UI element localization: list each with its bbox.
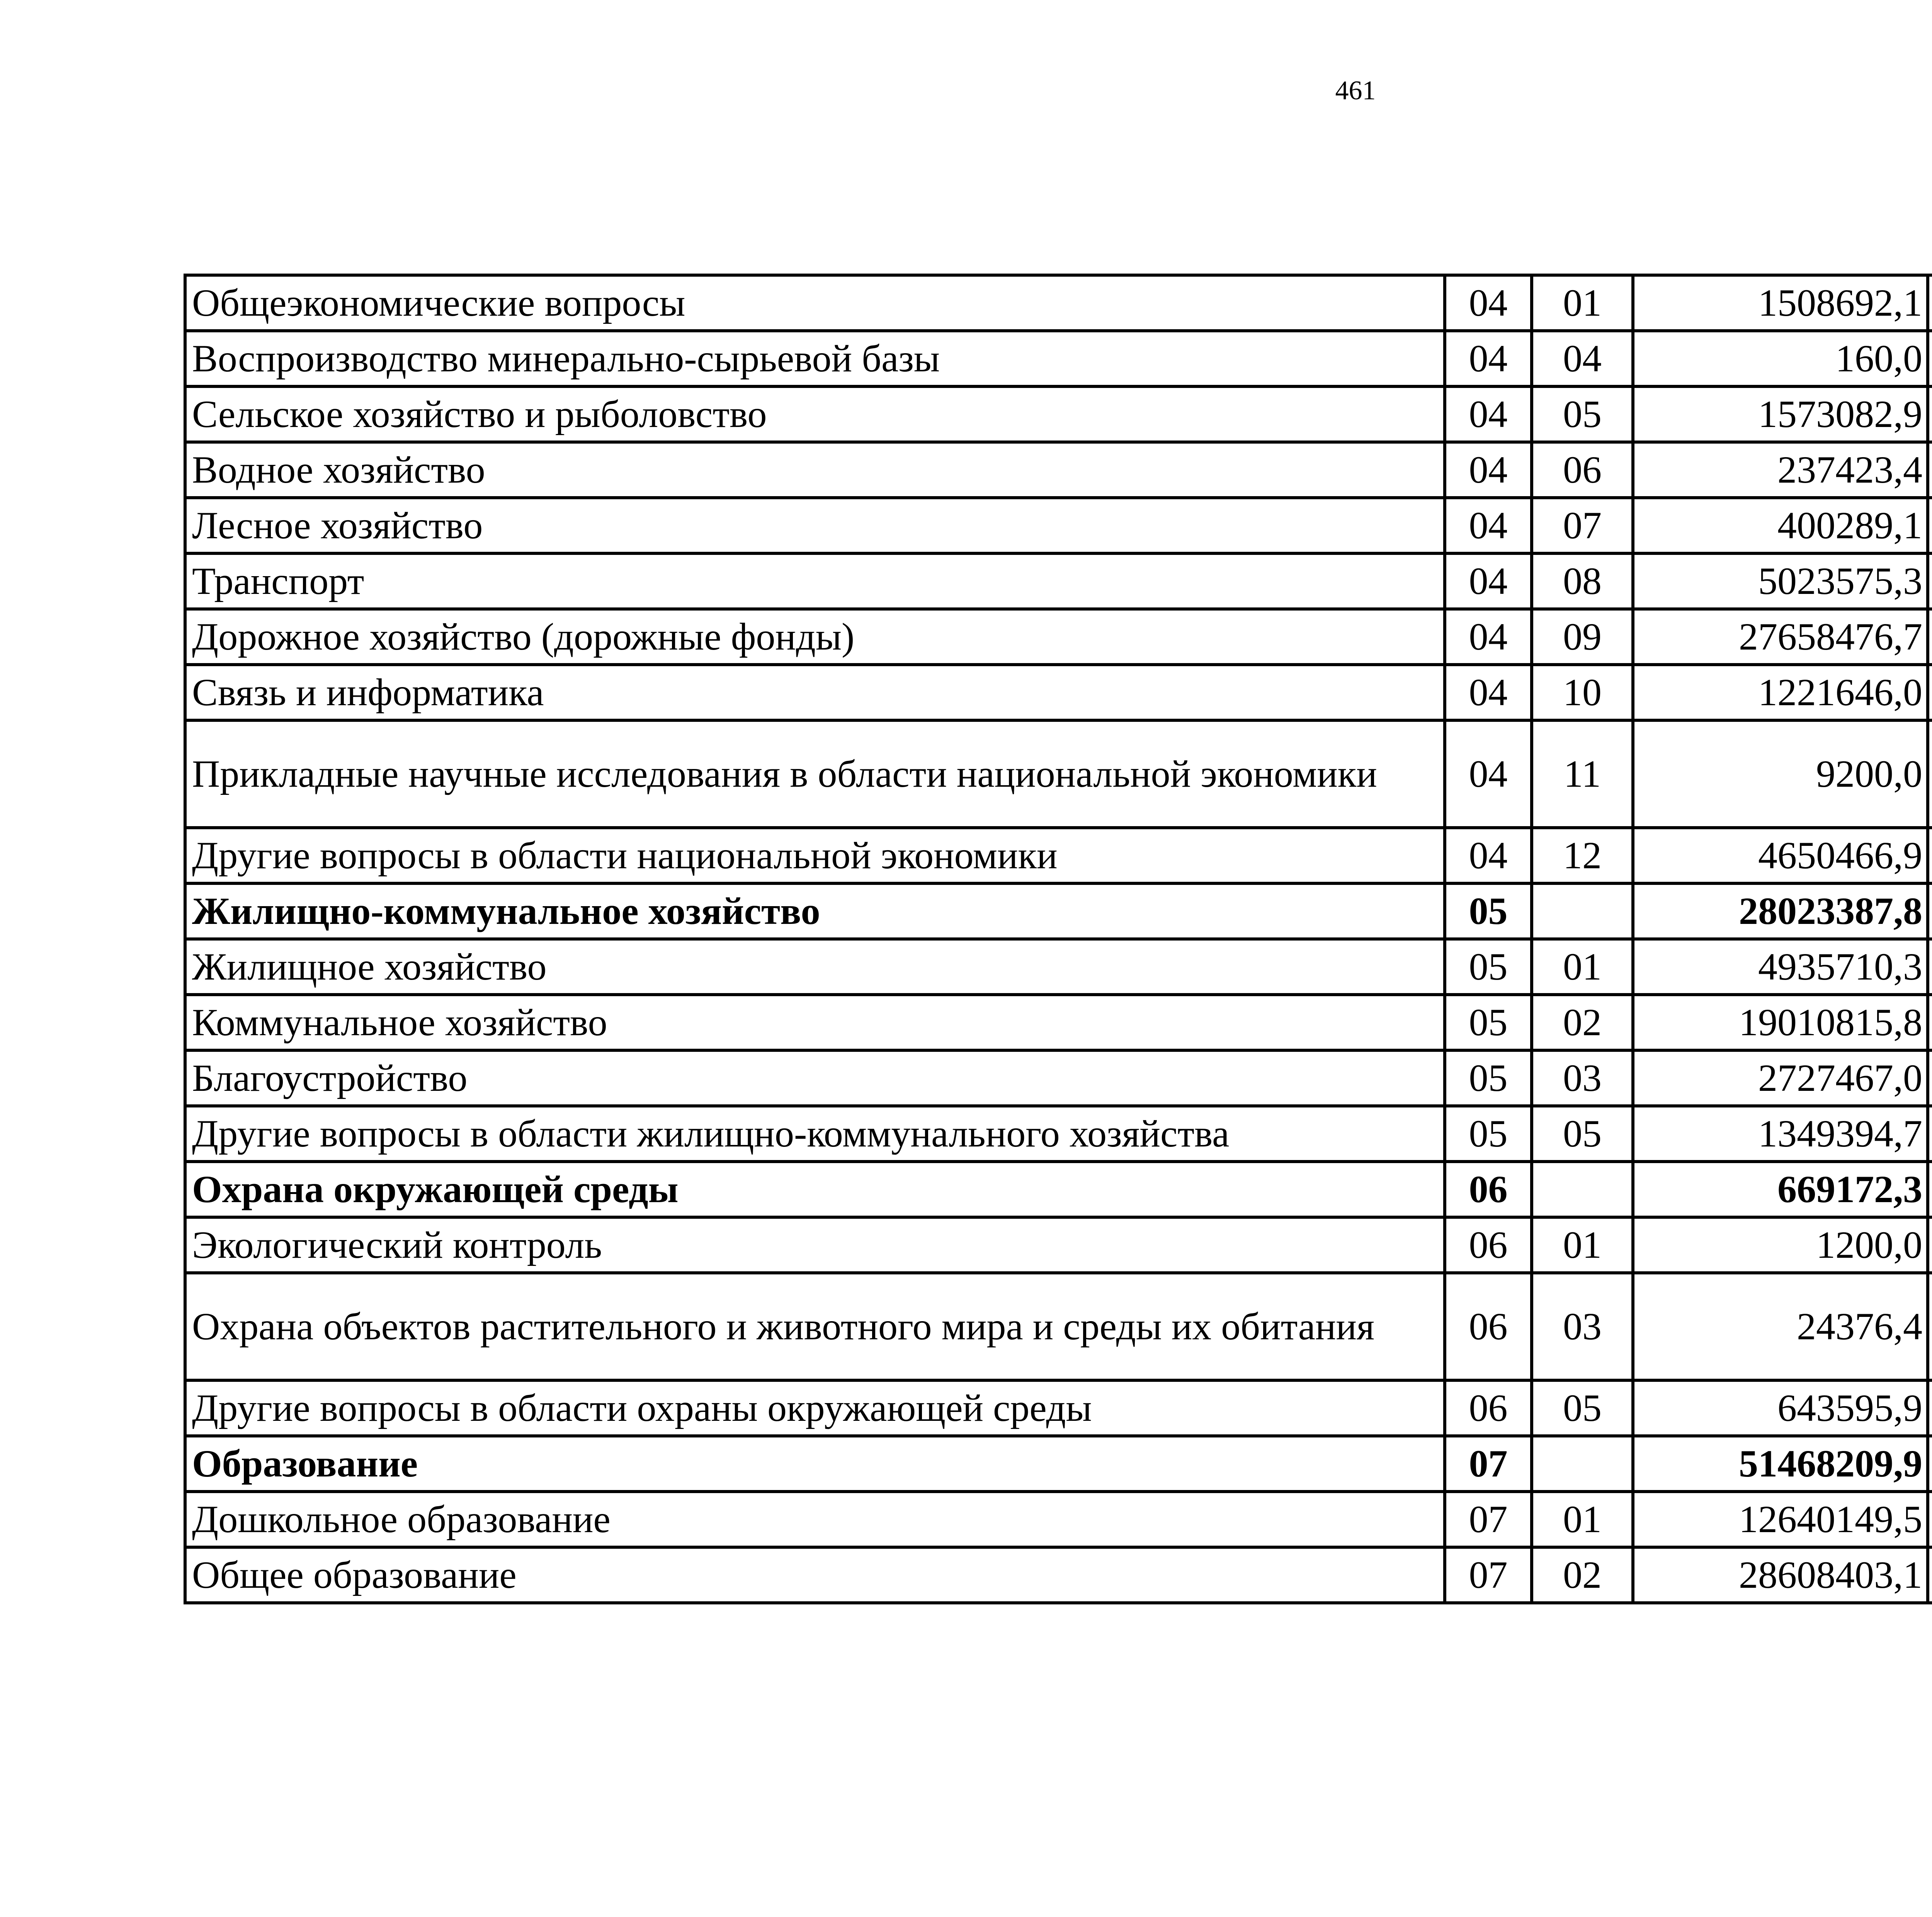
row-subsection-code-cell: 04 [1532,331,1633,386]
row-name-cell: Охрана окружающей среды [185,1162,1445,1217]
table-row [185,553,1932,609]
row-amount-2-cell [1928,553,1932,609]
row-amount-2-cell [1928,386,1932,442]
row-name-cell: Экологический контроль [185,1217,1445,1273]
row-section-code-cell: 07 [1445,1436,1532,1492]
row-amount-2-cell [1928,1380,1932,1436]
row-amount-2-cell [1928,275,1932,331]
row-name-cell: Охрана объектов растительного и животного мира и среды их обитания [185,1273,1445,1380]
row-name-cell: Связь и информатика [185,665,1445,720]
row-section-code-cell: 04 [1445,498,1532,553]
row-name-cell: Лесное хозяйство [185,498,1445,553]
page-number: 461 [1335,76,1376,105]
row-name-cell: Сельское хозяйство и рыболовство [185,386,1445,442]
row-amount-2-cell [1928,828,1932,883]
table-row [185,1547,1932,1603]
row-name-cell: Другие вопросы в области охраны окружающей среды [185,1380,1445,1436]
row-amount-1-cell: 1349394,7 [1633,1106,1928,1162]
budget-table [184,274,1932,1604]
row-section-code-cell: 06 [1445,1162,1532,1217]
row-amount-1-cell: 2727467,0 [1633,1050,1928,1106]
row-amount-2-cell [1928,498,1932,553]
row-subsection-code-cell: 03 [1532,1050,1633,1106]
row-amount-1-cell: 400289,1 [1633,498,1928,553]
table-row [185,995,1932,1050]
table-row [185,1106,1932,1162]
row-amount-1-cell: 4650466,9 [1633,828,1928,883]
row-amount-2-cell [1928,331,1932,386]
row-section-code-cell: 05 [1445,939,1532,995]
row-section-code-cell: 07 [1445,1547,1532,1603]
row-name-cell: Водное хозяйство [185,442,1445,498]
table-row [185,1217,1932,1273]
row-amount-2-cell [1928,1273,1932,1380]
row-name-cell: Жилищное хозяйство [185,939,1445,995]
row-amount-1-cell: 19010815,8 [1633,995,1928,1050]
row-amount-1-cell: 237423,4 [1633,442,1928,498]
row-amount-1-cell: 1221646,0 [1633,665,1928,720]
row-amount-2-cell [1928,995,1932,1050]
table-row [185,1492,1932,1547]
row-subsection-code-cell: 01 [1532,939,1633,995]
row-subsection-code-cell [1532,1162,1633,1217]
table-row [185,609,1932,665]
row-subsection-code-cell: 01 [1532,1492,1633,1547]
row-section-code-cell: 06 [1445,1380,1532,1436]
row-amount-1-cell: 1573082,9 [1633,386,1928,442]
row-subsection-code-cell: 01 [1532,275,1633,331]
table-row [185,665,1932,720]
row-name-cell: Жилищно-коммунальное хозяйство [185,883,1445,939]
row-subsection-code-cell: 05 [1532,1380,1633,1436]
row-subsection-code-cell [1532,1436,1633,1492]
table-row [185,720,1932,828]
row-amount-1-cell: 24376,4 [1633,1273,1928,1380]
row-amount-2-cell [1928,609,1932,665]
row-section-code-cell: 05 [1445,1050,1532,1106]
table-row [185,1436,1932,1492]
row-amount-2-cell [1928,883,1932,939]
row-amount-1-cell: 27658476,7 [1633,609,1928,665]
row-subsection-code-cell: 10 [1532,665,1633,720]
row-name-cell: Общеэкономические вопросы [185,275,1445,331]
table-row [185,442,1932,498]
row-section-code-cell: 06 [1445,1273,1532,1380]
row-amount-1-cell: 9200,0 [1633,720,1928,828]
row-name-cell: Коммунальное хозяйство [185,995,1445,1050]
row-section-code-cell: 04 [1445,442,1532,498]
row-name-cell: Прикладные научные исследования в области национальной экономики [185,720,1445,828]
row-amount-1-cell: 1508692,1 [1633,275,1928,331]
table-row [185,498,1932,553]
row-subsection-code-cell: 06 [1532,442,1633,498]
row-subsection-code-cell: 07 [1532,498,1633,553]
row-amount-2-cell [1928,720,1932,828]
row-amount-2-cell [1928,1547,1932,1603]
row-amount-1-cell: 1200,0 [1633,1217,1928,1273]
row-section-code-cell: 04 [1445,828,1532,883]
row-section-code-cell: 05 [1445,995,1532,1050]
row-amount-2-cell [1928,1492,1932,1547]
row-subsection-code-cell: 03 [1532,1273,1633,1380]
row-amount-1-cell: 160,0 [1633,331,1928,386]
row-section-code-cell: 05 [1445,883,1532,939]
row-name-cell: Воспроизводство минерально-сырьевой базы [185,331,1445,386]
row-name-cell: Транспорт [185,553,1445,609]
row-section-code-cell: 07 [1445,1492,1532,1547]
table-row [185,828,1932,883]
row-amount-2-cell [1928,665,1932,720]
row-subsection-code-cell: 05 [1532,386,1633,442]
row-section-code-cell: 04 [1445,553,1532,609]
table-row [185,275,1932,331]
budget-table-body [185,275,1932,1603]
row-amount-1-cell: 643595,9 [1633,1380,1928,1436]
row-amount-2-cell [1928,939,1932,995]
row-subsection-code-cell: 09 [1532,609,1633,665]
table-row [185,386,1932,442]
row-amount-2-cell [1928,1217,1932,1273]
row-amount-1-cell: 28608403,1 [1633,1547,1928,1603]
row-subsection-code-cell [1532,883,1633,939]
row-section-code-cell: 04 [1445,609,1532,665]
table-row [185,1050,1932,1106]
row-subsection-code-cell: 05 [1532,1106,1633,1162]
row-name-cell: Общее образование [185,1547,1445,1603]
row-section-code-cell: 04 [1445,720,1532,828]
row-name-cell: Другие вопросы в области жилищно-коммунального хозяйства [185,1106,1445,1162]
row-amount-1-cell: 28023387,8 [1633,883,1928,939]
row-amount-1-cell: 12640149,5 [1633,1492,1928,1547]
row-name-cell: Дошкольное образование [185,1492,1445,1547]
row-section-code-cell: 05 [1445,1106,1532,1162]
row-amount-2-cell [1928,442,1932,498]
row-amount-2-cell [1928,1436,1932,1492]
row-amount-2-cell [1928,1050,1932,1106]
row-section-code-cell: 04 [1445,386,1532,442]
row-name-cell: Дорожное хозяйство (дорожные фонды) [185,609,1445,665]
row-amount-1-cell: 5023575,3 [1633,553,1928,609]
row-section-code-cell: 06 [1445,1217,1532,1273]
row-section-code-cell: 04 [1445,665,1532,720]
row-amount-2-cell [1928,1106,1932,1162]
row-subsection-code-cell: 12 [1532,828,1633,883]
row-amount-1-cell: 51468209,9 [1633,1436,1928,1492]
row-subsection-code-cell: 02 [1532,1547,1633,1603]
row-name-cell: Благоустройство [185,1050,1445,1106]
row-amount-1-cell: 4935710,3 [1633,939,1928,995]
table-row [185,1380,1932,1436]
row-section-code-cell: 04 [1445,275,1532,331]
row-name-cell: Образование [185,1436,1445,1492]
table-row [185,1162,1932,1217]
table-row [185,331,1932,386]
table-row [185,939,1932,995]
row-section-code-cell: 04 [1445,331,1532,386]
row-subsection-code-cell: 11 [1532,720,1633,828]
row-amount-2-cell [1928,1162,1932,1217]
row-subsection-code-cell: 01 [1532,1217,1633,1273]
row-subsection-code-cell: 08 [1532,553,1633,609]
row-name-cell: Другие вопросы в области национальной экономики [185,828,1445,883]
table-row [185,883,1932,939]
table-row [185,1273,1932,1380]
row-subsection-code-cell: 02 [1532,995,1633,1050]
row-amount-1-cell: 669172,3 [1633,1162,1928,1217]
